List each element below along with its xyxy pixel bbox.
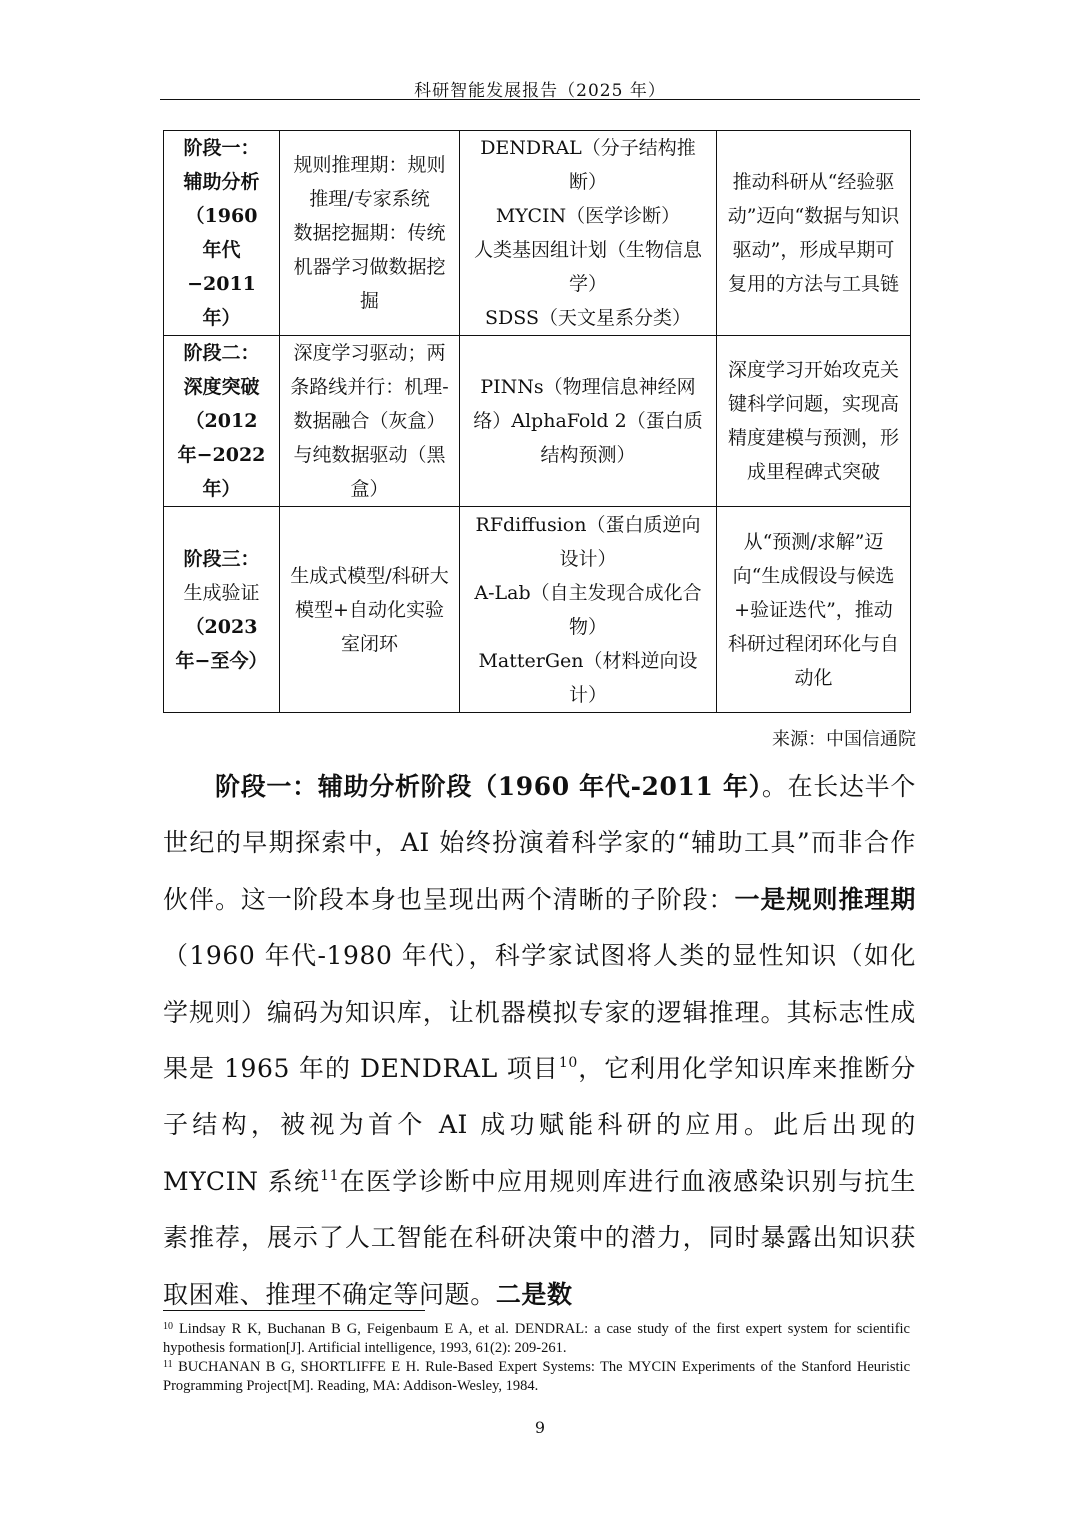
paragraph-text: （1960 年代-1980 年代），科学家试图将人类的显性知识（如化学规则）编码为知识库，让机器模拟专家的逻辑推理。其标志性成果是 1965 年的 DENDRAL 项目 bbox=[163, 941, 916, 1084]
paragraph bbox=[163, 759, 916, 1323]
stage-number: 阶段三： bbox=[183, 547, 260, 570]
phase-cell bbox=[280, 131, 460, 336]
table-row bbox=[164, 131, 911, 336]
footnote-number: 11 bbox=[163, 1359, 173, 1370]
ai-stages-table bbox=[163, 130, 911, 713]
stage-number: 阶段一： bbox=[183, 137, 260, 159]
stage-name: 深度突破 bbox=[183, 376, 260, 398]
stage-cell bbox=[164, 131, 280, 336]
subphase-heading: 一是规则推理期 bbox=[734, 884, 917, 914]
impact-cell: 推动科研从“经验驱动”迈向“数据与知识驱动”，形成早期可复用的方法与工具链 bbox=[717, 131, 911, 336]
paragraph-text: 在医学诊断中应用规则库进行血液感染识别与抗生素推荐，展示了人工智能在科研决策中的潜力，同时暴露出知识获取困难、推理不确定等问题。 bbox=[163, 1166, 916, 1309]
body-text bbox=[163, 759, 916, 1323]
example-item: DENDRAL（分子结构推断） bbox=[480, 137, 696, 193]
subphase-heading: 二是数 bbox=[495, 1279, 573, 1309]
paragraph-text: ，它利用化学知识库来推断分子结构，被视为首个 AI 成功赋能科研的应用。此后出现的 MYCIN 系统 bbox=[163, 1054, 916, 1196]
header-rule bbox=[160, 99, 920, 100]
example-item: PINNs（物理信息神经网络）AlphaFold 2（蛋白质结构预测） bbox=[473, 376, 703, 466]
phase-text: 规则推理期：规则推理/专家系统 bbox=[293, 154, 446, 210]
example-item: MYCIN（医学诊断） bbox=[495, 205, 681, 227]
stage-name: 生成验证 bbox=[183, 581, 260, 604]
table-row bbox=[164, 336, 911, 507]
stage-cell bbox=[164, 507, 280, 713]
stage-number: 阶段二： bbox=[183, 342, 260, 364]
phase-text: 深度学习驱动；两条路线并行：机理-数据融合（灰盒）与纯数据驱动（黑盒） bbox=[290, 342, 449, 500]
footnote-number: 10 bbox=[163, 1321, 173, 1332]
stage-name: 辅助分析 bbox=[183, 171, 260, 193]
example-item: A-Lab（自主发现合成化合物） bbox=[474, 581, 702, 638]
phase-cell bbox=[280, 336, 460, 507]
paragraph-text: 。在长达半个世纪的早期探索中，AI 始终扮演着科学家的“辅助工具”而非合作伙伴。这一阶段本身也呈现出两个清晰的子阶段： bbox=[163, 772, 916, 914]
footnote-ref[interactable]: 11 bbox=[320, 1167, 340, 1184]
examples-cell bbox=[460, 336, 717, 507]
stage-period: （2023 年−至今） bbox=[175, 615, 268, 672]
table-row bbox=[164, 507, 911, 713]
impact-cell: 深度学习开始攻克关键科学问题，实现高精度建模与预测，形成里程碑式突破 bbox=[717, 336, 911, 507]
example-item: SDSS（天文星系分类） bbox=[485, 307, 691, 329]
footnote bbox=[163, 1358, 910, 1396]
footnote bbox=[163, 1320, 910, 1358]
examples-cell bbox=[460, 507, 717, 713]
stage-period: （2012 年−2022 年） bbox=[177, 410, 266, 500]
example-item: 人类基因组计划（生物信息学） bbox=[473, 239, 702, 295]
example-item: RFdiffusion（蛋白质逆向设计） bbox=[475, 513, 701, 570]
example-item: MatterGen（材料逆向设计） bbox=[478, 649, 698, 706]
footnotes bbox=[163, 1320, 910, 1396]
running-header: 科研智能发展报告（2025 年） bbox=[414, 81, 666, 101]
phase-text: 生成式模型/科研大模型+自动化实验室闭环 bbox=[290, 564, 449, 655]
phase-text: 数据挖掘期：传统机器学习做数据挖掘 bbox=[293, 222, 446, 312]
page-number: 9 bbox=[534, 1418, 546, 1437]
table-source: 来源：中国信通院 bbox=[772, 729, 916, 750]
footnote-text: Lindsay R K, Buchanan B G, Feigenbaum E A, et al. DENDRAL: a case study of the first expert system for scientific hypothesis formation[J]. Artificial intelligence, 1993, 61(2): 209-261. bbox=[163, 1321, 910, 1356]
stage-period: （1960 年代−2011 年） bbox=[185, 205, 258, 329]
examples-cell bbox=[460, 131, 717, 336]
paragraph-heading: 阶段一：辅助分析阶段（1960 年代-2011 年） bbox=[215, 772, 762, 801]
footnote-text: BUCHANAN B G, SHORTLIFFE E H. Rule-Based Expert Systems: The MYCIN Experiments of the Stanford Heuristic Programming Project[M]. Reading, MA: Addison-Wesley, 1984. bbox=[163, 1359, 910, 1394]
footnote-rule bbox=[163, 1310, 425, 1311]
impact-cell: 从“预测/求解”迈向“生成假设与候选+验证迭代”，推动科研过程闭环化与自动化 bbox=[717, 507, 911, 713]
stage-cell bbox=[164, 336, 280, 507]
footnote-ref[interactable]: 10 bbox=[558, 1055, 578, 1072]
phase-cell bbox=[280, 507, 460, 713]
